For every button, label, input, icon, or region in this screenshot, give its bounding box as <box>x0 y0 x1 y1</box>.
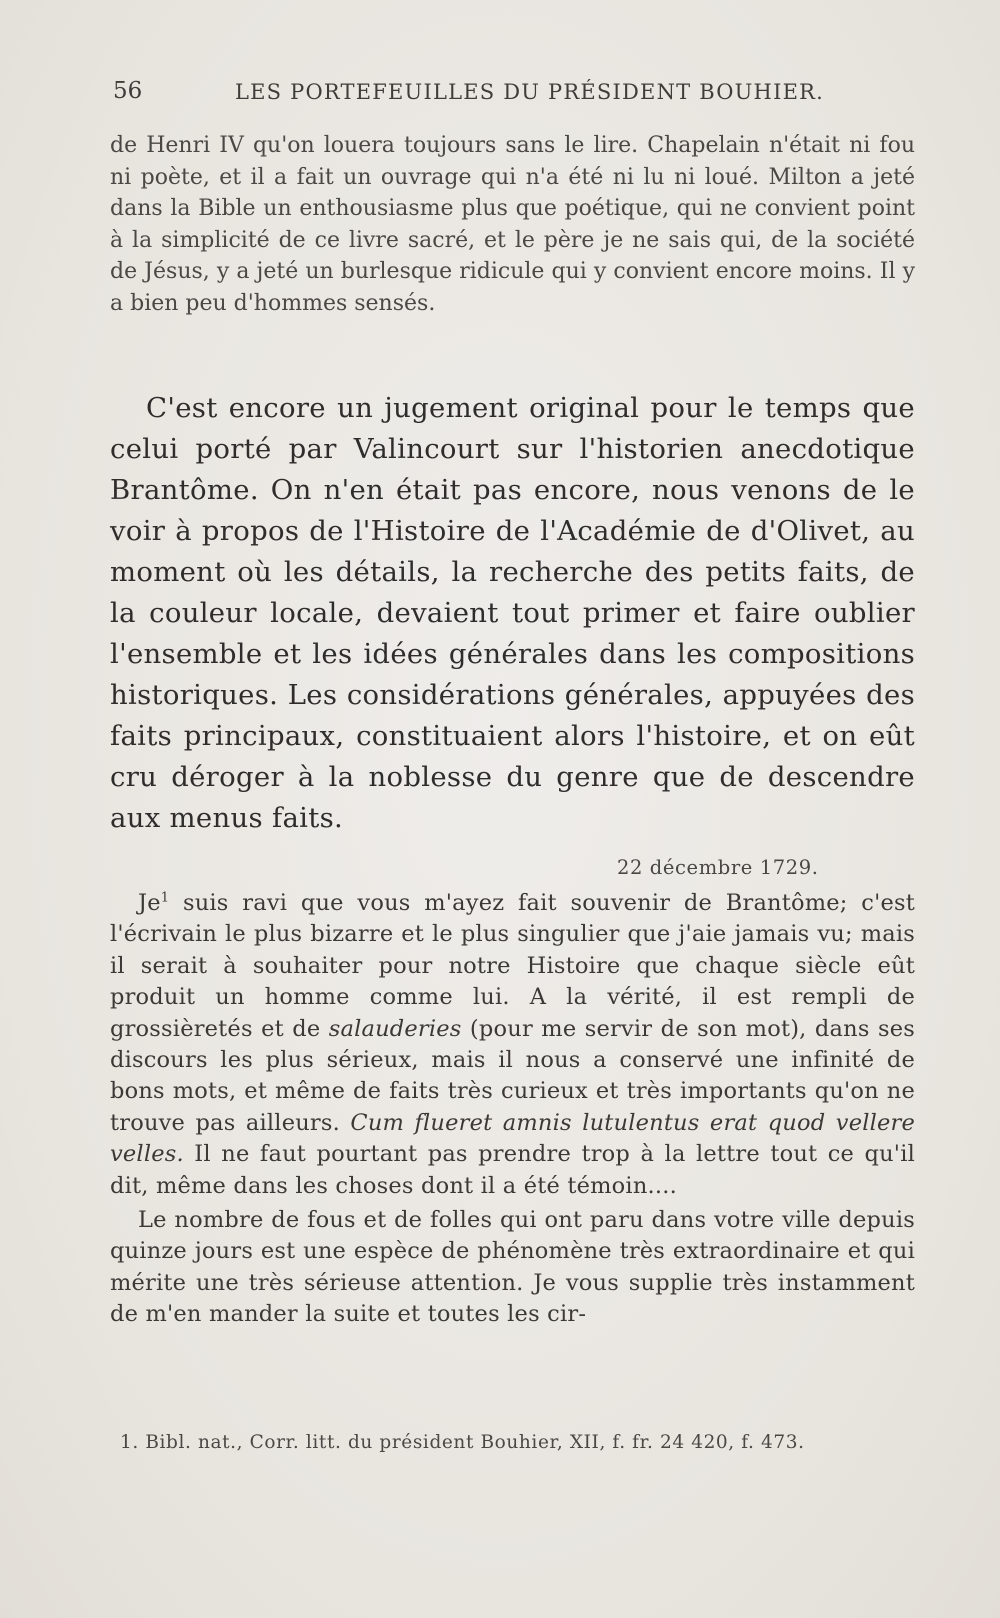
running-title: LES PORTEFEUILLES DU PRÉSIDENT BOUHIER. <box>235 80 824 104</box>
letter-text-c: Il ne faut pourtant pas prendre trop à la lettre tout ce qu'il dit, même dans les choses dont il a été témoin.... <box>110 1141 915 1199</box>
letter-paragraph-2: Le nombre de fous et de folles qui ont paru dans votre ville depuis quinze jours est une espèce de phénomène très extraordinaire et qui mérite une très sérieuse attention. Je vous supplie très instamment de m'en mander la suite et toutes les cir- <box>110 1207 915 1328</box>
footnote: 1. Bibl. nat., Corr. litt. du président Bouhier, XII, f. fr. 24 420, f. 473. <box>120 1432 805 1453</box>
commentary-paragraph <box>110 388 915 839</box>
latin-quotation: Cum flueret amnis lutulentus erat quod vellere velles. <box>110 1109 915 1168</box>
letter-excerpt <box>110 888 915 1331</box>
letter-text-b: (pour me servir de son mot), dans ses discours les plus sérieux, mais il nous a conservé une infinité de bons mots, et même de faits très curieux et très importants qu'on ne trouve pas ailleurs. <box>110 1015 915 1136</box>
commentary-text: C'est encore un jugement original pour le temps que celui porté par Valincourt sur l'historien anecdotique Brantôme. On n'en était pas encore, nous venons de le voir à propos de l'Histoire de l'Académie de d'Olivet, au moment où les détails, la recherche des petits faits, de la couleur locale, devaient tout primer et faire oublier l'ensemble et les idées générales dans les compositions historiques. Les considérations générales, appuyées des faits principaux, constituaient alors l'histoire, et on eût cru déroger à la noblesse du genre que de descendre aux menus faits. <box>110 392 915 834</box>
page-number: 56 <box>113 78 143 104</box>
quoted-passage-text: de Henri IV qu'on louera toujours sans le lire. Chapelain n'était ni fou ni poète, et il a fait un ouvrage qui n'a été ni lu ni loué. Milton a jeté dans la Bible un enthousiasme plus que poétique, qui ne convient point à la simplicité de ce livre sacré, et le père je ne sais qui, de la société de Jésus, y a jeté un burlesque ridicule qui y convient encore moins. Il y a bien peu d'hommes sensés. <box>110 133 915 316</box>
letter-text-a: suis ravi que vous m'ayez fait souvenir de Brantôme; c'est l'écrivain le plus bizarre et le plus singulier que j'aie jamais vu; mais il serait à souhaiter pour notre Histoire que chaque siècle eût produit un homme comme lui. A la vérité, il est rempli de grossièretés et de <box>110 890 915 1042</box>
letter-paragraph-1 <box>110 888 915 1202</box>
quoted-passage <box>110 130 915 320</box>
letter-opening-word: Je <box>138 890 161 916</box>
letter-italic-term: salauderies <box>328 1015 462 1042</box>
footnote-reference: 1 <box>160 890 170 906</box>
letter-date: 22 décembre 1729. <box>617 856 819 879</box>
